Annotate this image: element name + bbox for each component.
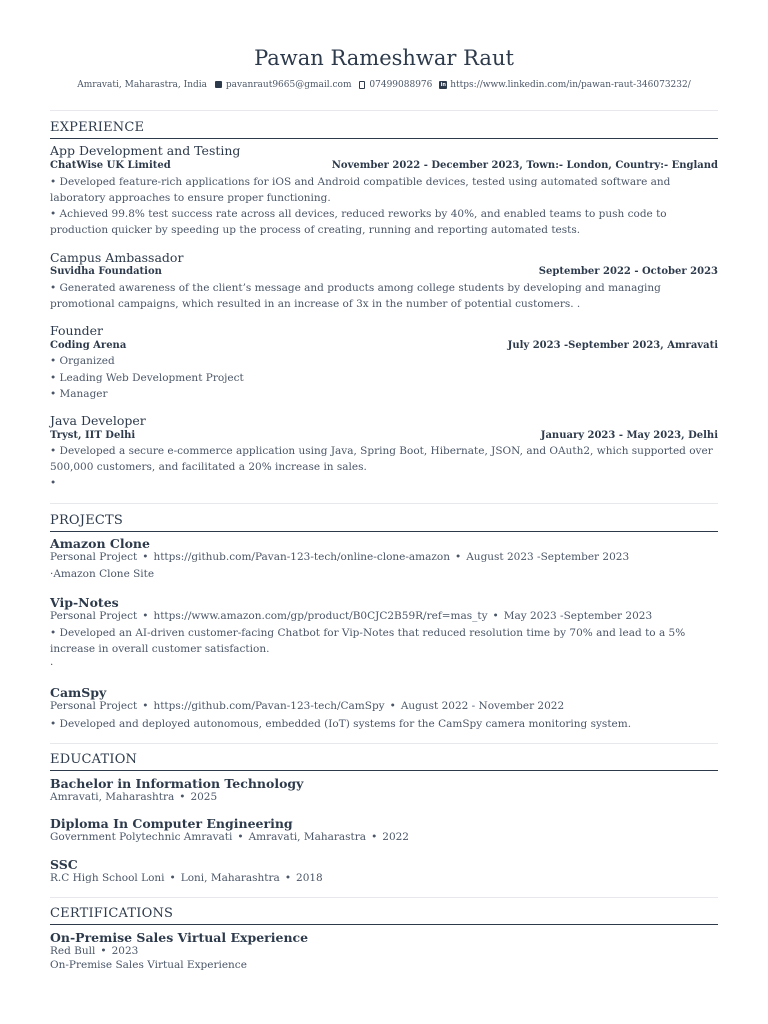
section-title-education: EDUCATION: [50, 752, 718, 771]
certification-meta: [50, 945, 138, 957]
project-dates: August 2023 -September 2023: [466, 551, 630, 563]
divider: [50, 503, 718, 504]
separator: •: [492, 610, 499, 622]
separator: •: [142, 551, 149, 563]
project-link[interactable]: https://github.com/Pavan-123-tech/online-clone-amazon: [153, 551, 451, 563]
project-name: CamSpy: [50, 685, 107, 700]
certification-name: On-Premise Sales Virtual Experience: [50, 930, 309, 945]
education-year: 2018: [296, 872, 323, 884]
experience-org-row: [50, 266, 718, 277]
experience-bullet: • Generated awareness of the client’s message and products among college students by developing and managing promotional campaigns, which resulted in an increase of 3x in the number of potential customers. .: [50, 282, 661, 310]
experience-role: Campus Ambassador: [50, 250, 184, 265]
experience-org-row: [50, 160, 718, 171]
separator: •: [237, 831, 244, 843]
project-type: Personal Project: [50, 610, 138, 622]
certification-description: On-Premise Sales Virtual Experience: [50, 959, 247, 971]
linkedin-icon: in: [440, 81, 446, 88]
experience-bullet: • Leading Web Development Project: [50, 372, 244, 384]
experience-role: Founder: [50, 323, 103, 338]
experience-dates: July 2023 -September 2023, Amravati: [507, 340, 718, 351]
separator: •: [100, 945, 107, 957]
divider: [50, 743, 718, 744]
experience-dates: November 2022 - December 2023, Town:- London, Country:- England: [331, 160, 718, 171]
project-link[interactable]: https://www.amazon.com/gp/product/B0CJC2B59R/ref=mas_ty: [153, 610, 488, 622]
education-school: R.C High School Loni: [50, 872, 165, 884]
education-school: Government Polytechnic Amravati: [50, 831, 233, 843]
education-location: Amravati, Maharashtra: [50, 791, 175, 803]
certification-year: 2023: [111, 945, 139, 957]
experience-role: Java Developer: [50, 413, 146, 428]
experience-org: ChatWise UK Limited: [50, 160, 171, 171]
project-name: Vip-Notes: [50, 595, 119, 610]
project-meta: [50, 700, 564, 712]
candidate-name: Pawan Rameshwar Raut: [254, 46, 514, 70]
education-year: 2022: [382, 831, 409, 843]
education-degree: Diploma In Computer Engineering: [50, 816, 293, 831]
education-location: Loni, Maharashtra: [180, 872, 280, 884]
linkedin-link[interactable]: https://www.linkedin.com/in/pawan-raut-346073232/: [450, 80, 691, 90]
project-bullet: ·: [50, 659, 54, 671]
section-title-experience: EXPERIENCE: [50, 120, 718, 139]
experience-org: Tryst, IIT Delhi: [50, 430, 136, 441]
separator: •: [142, 700, 149, 712]
experience-bullet: • Developed feature-rich applications for iOS and Android compatible devices, tested using automated software and laboratory approaches to ensure proper functioning.: [50, 176, 671, 204]
separator: •: [284, 872, 292, 884]
experience-org-row: [50, 340, 718, 351]
divider: [50, 110, 718, 111]
separator: •: [142, 610, 149, 622]
project-bullet: • Developed an AI-driven customer-facing Chatbot for Vip-Notes that reduced resolution time by 70% and lead to a 5% increase in overall customer satisfaction.: [50, 627, 686, 655]
education-meta: [50, 872, 323, 884]
separator: •: [169, 872, 176, 884]
experience-bullet: •: [50, 477, 57, 489]
project-bullet: • Developed and deployed autonomous, embedded (IoT) systems for the CamSpy camera monitoring system.: [50, 718, 632, 730]
location: Amravati, Maharastra, India: [77, 80, 207, 90]
phone-icon: [359, 81, 365, 89]
experience-role: App Development and Testing: [50, 143, 241, 158]
education-meta: [50, 791, 217, 803]
education-degree: SSC: [50, 857, 78, 872]
experience-org: Suvidha Foundation: [50, 266, 162, 277]
project-dates: August 2022 - November 2022: [400, 700, 565, 712]
education-year: 2025: [190, 791, 218, 803]
section-title-certifications: CERTIFICATIONS: [50, 906, 718, 925]
separator: •: [455, 551, 462, 563]
project-meta: [50, 610, 652, 622]
separator: •: [179, 791, 186, 803]
project-link[interactable]: https://github.com/Pavan-123-tech/CamSpy: [153, 700, 385, 712]
project-type: Personal Project: [50, 700, 138, 712]
experience-dates: September 2022 - October 2023: [538, 266, 718, 277]
experience-bullet: • Organized: [50, 355, 115, 367]
experience-bullet: • Achieved 99.8% test success rate across all devices, reduced reworks by 40%, and enabled teams to push code to production quicker by speeding up the process of creating, running and reporting automated tests.: [50, 208, 667, 236]
project-name: Amazon Clone: [50, 536, 150, 551]
certification-issuer: Red Bull: [50, 945, 96, 957]
project-bullet: ·Amazon Clone Site: [50, 568, 155, 580]
separator: •: [371, 831, 378, 843]
contact-line: [50, 80, 718, 90]
email-icon: [215, 81, 222, 88]
experience-org-row: [50, 430, 718, 441]
project-type: Personal Project: [50, 551, 138, 563]
education-meta: [50, 831, 409, 843]
experience-org: Coding Arena: [50, 340, 127, 351]
experience-bullet: • Developed a secure e-commerce application using Java, Spring Boot, Hibernate, JSON, and OAuth2, which supported over 500,000 customers, and facilitated a 20% increase in sales.: [50, 445, 713, 473]
separator: •: [389, 700, 396, 712]
project-meta: [50, 551, 629, 563]
project-dates: May 2023 -September 2023: [503, 610, 653, 622]
divider: [50, 897, 718, 898]
education-location: Amravati, Maharastra: [248, 831, 367, 843]
email-link[interactable]: pavanraut9665@gmail.com: [225, 80, 352, 90]
education-degree: Bachelor in Information Technology: [50, 776, 304, 791]
experience-dates: January 2023 - May 2023, Delhi: [540, 430, 718, 441]
phone-number[interactable]: 07499088976: [369, 80, 433, 90]
section-title-projects: PROJECTS: [50, 513, 718, 532]
experience-bullet: • Manager: [50, 388, 108, 400]
